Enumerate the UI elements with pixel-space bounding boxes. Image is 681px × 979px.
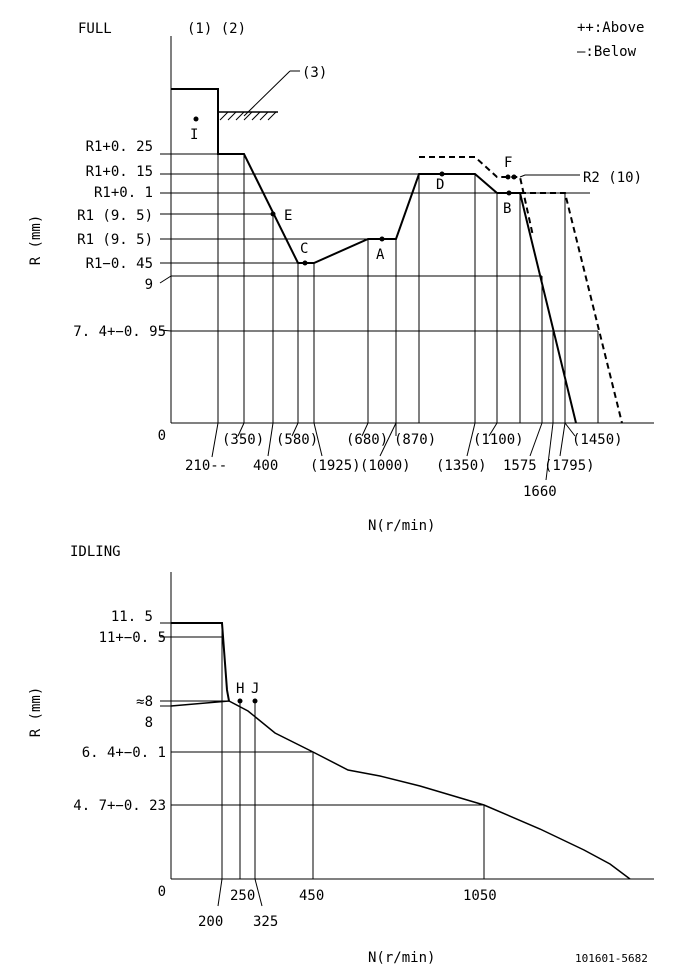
x-label-200: 200 bbox=[198, 914, 224, 930]
x-label-325: 325 bbox=[253, 914, 279, 930]
x-label-1575: 1575 bbox=[503, 458, 537, 474]
label-h: H bbox=[236, 681, 245, 697]
label-e: E bbox=[284, 208, 293, 224]
drawing-number: 101601-5682 bbox=[575, 952, 648, 965]
point-c bbox=[303, 261, 308, 266]
legend-below: —:Below bbox=[577, 44, 637, 60]
idling-drop-lines bbox=[218, 623, 484, 906]
x-label-1795: (1795) bbox=[544, 458, 595, 474]
point-j bbox=[253, 699, 258, 704]
callout-3: (3) bbox=[302, 65, 328, 81]
label-d: D bbox=[436, 177, 445, 193]
label-f: F bbox=[504, 155, 513, 171]
x-label-350: (350) bbox=[222, 432, 265, 448]
point-d bbox=[440, 172, 445, 177]
y-label-r1-plus-01: R1+0. 1 bbox=[93, 185, 153, 201]
idling-y-labels bbox=[73, 609, 166, 900]
point-f2 bbox=[512, 175, 517, 180]
full-y-axis-label: R (mm) bbox=[28, 214, 44, 266]
label-j: J bbox=[251, 681, 260, 697]
label-c: C bbox=[300, 241, 309, 257]
y-label-11: 11+−0. 5 bbox=[98, 630, 166, 646]
y-label-47: 4. 7+−0. 23 bbox=[73, 798, 166, 814]
full-curve-dashed bbox=[419, 157, 533, 236]
x-label-1350: (1350) bbox=[436, 458, 487, 474]
x-label-210: 210-- bbox=[185, 458, 228, 474]
y-label-r1-95-b: R1 (9. 5) bbox=[77, 232, 153, 248]
y-label-r1-plus-015: R1+0. 15 bbox=[85, 164, 153, 180]
point-i bbox=[194, 117, 199, 122]
y-label-115: 11. 5 bbox=[110, 609, 153, 625]
x-label-250: 250 bbox=[230, 888, 256, 904]
label-i: I bbox=[190, 127, 199, 143]
callout-r2: R2 (10) bbox=[583, 170, 643, 186]
x-label-1925: (1450) bbox=[572, 432, 623, 448]
y-label-0-idling: 0 bbox=[157, 884, 166, 900]
point-e bbox=[271, 212, 276, 217]
legend-above: ++:Above bbox=[577, 20, 645, 36]
x-label-1000: (1000) bbox=[360, 458, 411, 474]
y-label-0: 0 bbox=[157, 428, 166, 444]
idling-chart bbox=[28, 544, 654, 966]
idling-title: IDLING bbox=[70, 544, 121, 560]
x-label-400: 400 bbox=[253, 458, 279, 474]
full-stopper-hatch bbox=[218, 71, 300, 120]
y-label-64: 6. 4+−0. 1 bbox=[81, 745, 166, 761]
y-label-8: 8 bbox=[144, 715, 153, 731]
full-x-axis-label: N(r/min) bbox=[368, 518, 436, 534]
idling-y-axis-label: R (mm) bbox=[28, 686, 44, 738]
x-label-450: 450 bbox=[299, 888, 325, 904]
label-b: B bbox=[503, 201, 512, 217]
point-b bbox=[507, 191, 512, 196]
full-curve-dashed-tail bbox=[520, 193, 622, 423]
x-label-580: (580) bbox=[276, 432, 319, 448]
full-header-notes: (1) (2) bbox=[187, 21, 247, 37]
x-label-1450: (1100) bbox=[473, 432, 524, 448]
y-label-approx-8: ≈8 bbox=[136, 694, 153, 710]
full-chart bbox=[28, 20, 654, 534]
label-a: A bbox=[376, 247, 385, 263]
point-h bbox=[238, 699, 243, 704]
full-y-labels bbox=[73, 139, 166, 444]
idling-x-axis-label: N(r/min) bbox=[368, 950, 436, 966]
y-label-9: 9 bbox=[144, 277, 153, 293]
x-label-870: (680) bbox=[346, 432, 389, 448]
full-title: FULL bbox=[78, 21, 112, 37]
y-label-r1-plus-025: R1+0. 25 bbox=[85, 139, 153, 155]
x-label-1100: (870) bbox=[394, 432, 437, 448]
y-label-74: 7. 4+−0. 95 bbox=[73, 324, 166, 340]
point-f1 bbox=[506, 175, 511, 180]
point-a bbox=[380, 237, 385, 242]
x-label-680: (1925) bbox=[310, 458, 361, 474]
full-curve-solid bbox=[171, 89, 576, 423]
idling-points bbox=[238, 699, 258, 704]
y-label-r1-95-a: R1 (9. 5) bbox=[77, 208, 153, 224]
full-points bbox=[194, 117, 517, 266]
idling-x-labels bbox=[198, 888, 497, 930]
x-label-1050: 1050 bbox=[463, 888, 497, 904]
r2-leader bbox=[520, 175, 580, 177]
idling-reference-lines bbox=[160, 623, 484, 805]
full-x-labels bbox=[185, 432, 623, 500]
idling-curve-upper bbox=[171, 623, 229, 701]
y-label-r1-minus-045: R1−0. 45 bbox=[85, 256, 153, 272]
x-label-1660: 1660 bbox=[523, 484, 557, 500]
